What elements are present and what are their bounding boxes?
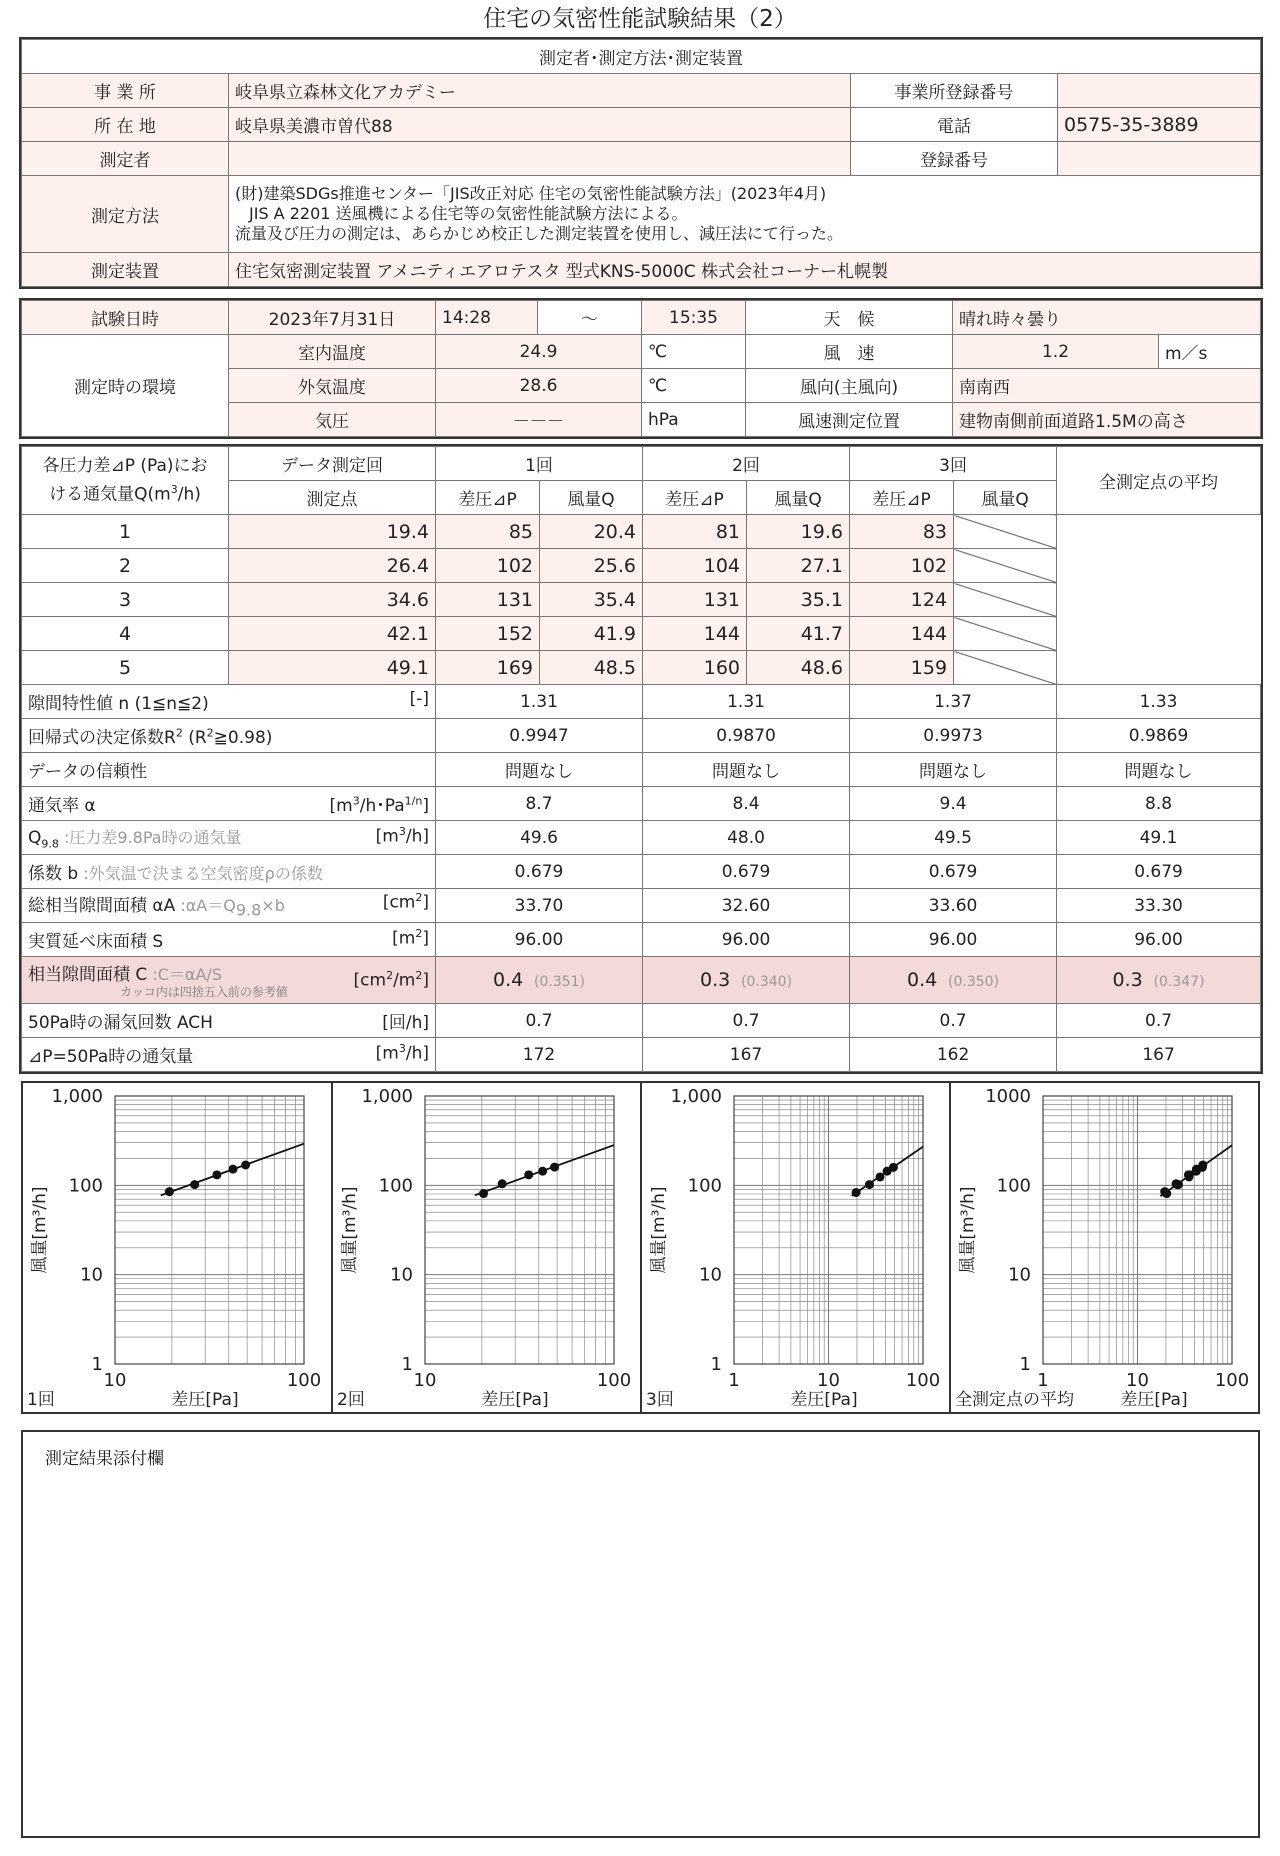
- table-row: [22, 583, 1261, 617]
- dp-1: 34.6: [229, 583, 436, 617]
- ach-value-2: 0.7: [643, 1004, 850, 1038]
- phone-label: 電話: [851, 108, 1058, 142]
- reg-office-value: [1058, 74, 1261, 108]
- x-tick-label: 1: [728, 1370, 740, 1391]
- reg-no-label: 登録番号: [851, 142, 1058, 176]
- table-row: [22, 651, 1261, 685]
- point-no: 4: [22, 617, 229, 651]
- table-row: [22, 617, 1261, 651]
- c-note: :C＝αA/S: [147, 965, 222, 984]
- indoor-temp-label: 室内温度: [229, 335, 436, 369]
- pressure-unit: hPa: [642, 403, 746, 437]
- r2-label-c: ≧0.98): [213, 728, 273, 748]
- table-row: [22, 515, 1261, 549]
- date-label: 試験日時: [22, 301, 229, 335]
- b-value-2: 0.679: [643, 855, 850, 889]
- c-value-3-main: 0.4: [907, 969, 938, 991]
- q50-unit-a: [m: [375, 1043, 399, 1064]
- x-tick-label: 100: [286, 1370, 322, 1391]
- pressure-label: 気圧: [229, 403, 436, 437]
- time-tilde: ～: [538, 301, 642, 335]
- data-point: [479, 1189, 488, 1198]
- dp-2: 35.4: [540, 583, 643, 617]
- y-tick-label: 100: [996, 1175, 1031, 1197]
- y-tick-label: 1: [91, 1354, 103, 1375]
- s-unit-sup: 2: [415, 927, 423, 940]
- test-environment-table: [21, 300, 1261, 437]
- round-3-header: 3回: [850, 447, 1057, 481]
- ach-unit: [回/h]: [382, 1013, 429, 1033]
- q98-label-b: :圧力差9.8Pa時の通気量: [58, 827, 242, 847]
- time-end: 15:35: [642, 301, 746, 335]
- attachment-label: 測定結果添付欄: [45, 1449, 164, 1469]
- q98-row-label: [22, 821, 436, 855]
- reliability-value-2: 問題なし: [643, 753, 850, 787]
- y-tick-label: 1: [710, 1354, 722, 1375]
- average-diagonal-cell: [954, 617, 1057, 651]
- b-note: :外気温で決まる空気密度ρの係数: [78, 864, 323, 883]
- s-row-label: [22, 923, 436, 957]
- point-no: 2: [22, 549, 229, 583]
- dp-2: 41.9: [540, 617, 643, 651]
- round-2-header: 2回: [643, 447, 850, 481]
- data-point: [852, 1188, 861, 1197]
- y-tick-label: 1000: [985, 1086, 1031, 1107]
- y-axis-label: 風量[m³/h]: [30, 1186, 50, 1274]
- dp-3: 41.7: [747, 617, 850, 651]
- c-row-label: [22, 957, 436, 1004]
- indoor-temp-unit: ℃: [642, 335, 746, 369]
- table-row: [22, 549, 1261, 583]
- n-value-3: 1.37: [850, 685, 1057, 719]
- attachment-area: [21, 1430, 1260, 1838]
- wind-speed-label: 風 速: [746, 335, 953, 369]
- data-point: [1161, 1188, 1170, 1197]
- r2-sup-2: 2: [206, 726, 214, 740]
- ach-label: 50Pa時の漏気回数 ACH: [28, 1013, 213, 1033]
- address-value: 岐阜県美濃市曽代88: [229, 108, 851, 142]
- aa-unit-sup: 2: [415, 891, 423, 905]
- q50-value-avg: 167: [1057, 1038, 1261, 1072]
- env-label: 測定時の環境: [22, 335, 229, 437]
- q-2: 104: [643, 549, 747, 583]
- alpha-value-1: 8.7: [436, 787, 643, 821]
- average-header: 全測定点の平均: [1057, 447, 1261, 515]
- dp-3: 27.1: [747, 549, 850, 583]
- average-diagonal-cell: [954, 549, 1057, 583]
- c-value-3: [850, 957, 1057, 1004]
- outdoor-temp-label: 外気温度: [229, 369, 436, 403]
- r2-value-3: 0.9973: [850, 719, 1057, 753]
- aa-row-label: [22, 889, 436, 923]
- flow-label-sup: 3: [170, 483, 178, 497]
- q-3: 83: [850, 515, 954, 549]
- data-point: [865, 1180, 874, 1189]
- y-axis-label: 風量[m³/h]: [340, 1186, 360, 1274]
- s-unit-a: [m: [392, 928, 416, 949]
- data-point: [889, 1163, 898, 1172]
- wind-dir-label: 風向(主風向): [746, 369, 953, 403]
- c-ref-1: (0.351): [534, 974, 586, 990]
- date-value: 2023年7月31日: [229, 301, 436, 335]
- chart-round-2: [331, 1081, 642, 1414]
- x-axis-label: 差圧[Pa]: [171, 1390, 239, 1410]
- ach-value-3: 0.7: [850, 1004, 1057, 1038]
- y-tick-label: 10: [80, 1264, 103, 1286]
- data-point: [524, 1170, 533, 1179]
- plot-frame: [425, 1096, 614, 1364]
- flow-label-line1: 各圧力差⊿P (Pa)にお: [42, 456, 208, 477]
- office-label: 事 業 所: [22, 74, 229, 108]
- n-label: 隙間特性値 n (1≦n≦2): [28, 694, 209, 714]
- q-header-1: 風量Q: [540, 481, 643, 515]
- r2-value-avg: 0.9869: [1057, 719, 1261, 753]
- wind-pos-value: 建物南側前面道路1.5Mの高さ: [953, 403, 1261, 437]
- r2-value-1: 0.9947: [436, 719, 643, 753]
- q-header-2: 風量Q: [747, 481, 850, 515]
- wind-pos-label: 風速測定位置: [746, 403, 953, 437]
- average-diagonal-cell: [954, 651, 1057, 685]
- x-tick-label: 10: [1126, 1370, 1149, 1391]
- average-diagonal-cell: [954, 515, 1057, 549]
- alpha-row-label: [22, 787, 436, 821]
- c-unit-sup2: 2: [415, 969, 423, 982]
- chart-round-3-svg: [642, 1083, 949, 1412]
- alpha-unit-c: ]: [422, 796, 429, 816]
- data-point: [1198, 1163, 1207, 1172]
- weather-label: 天 候: [746, 301, 953, 335]
- s-label: 実質延べ床面積 S: [28, 932, 164, 952]
- c-subnote: カッコ内は四捨五入前の参考値: [120, 985, 288, 999]
- x-tick-label: 10: [413, 1370, 437, 1391]
- q98-unit-b: /h]: [405, 826, 429, 847]
- reg-no-value: [1058, 142, 1261, 176]
- q98-unit-a: [m: [375, 826, 399, 847]
- data-point: [538, 1167, 547, 1176]
- x-axis-label: 差圧[Pa]: [790, 1390, 858, 1410]
- y-tick-label: 100: [687, 1175, 722, 1197]
- s-value-1: 96.00: [436, 923, 643, 957]
- q-2: 160: [643, 651, 747, 685]
- aa-value-2: 32.60: [643, 889, 850, 923]
- section1-header: 測定者･測定方法･測定装置: [22, 40, 1261, 74]
- q50-value-3: 162: [850, 1038, 1057, 1072]
- aa-value-1: 33.70: [436, 889, 643, 923]
- data-point: [212, 1170, 221, 1179]
- round-label: データ測定回: [229, 447, 436, 481]
- alpha-unit-sup2: 1/n: [404, 794, 423, 808]
- c-value-2-main: 0.3: [700, 969, 731, 991]
- method-line2: JIS A 2201 送風機による住宅等の気密性能試験方法による。: [249, 204, 688, 223]
- dp-header-1: 差圧⊿P: [436, 481, 540, 515]
- measurer-value: [229, 142, 851, 176]
- point-no: 3: [22, 583, 229, 617]
- n-value-1: 1.31: [436, 685, 643, 719]
- aa-unit-a: [cm: [382, 892, 416, 913]
- q50-unit-b: /h]: [405, 1043, 429, 1064]
- x-tick-label: 10: [817, 1370, 840, 1391]
- y-tick-label: 1,000: [51, 1086, 103, 1107]
- weather-value: 晴れ時々曇り: [953, 301, 1261, 335]
- q-2: 131: [643, 583, 747, 617]
- chart-round-2-svg: [333, 1083, 640, 1412]
- q-1: 131: [436, 583, 540, 617]
- dp-header-3: 差圧⊿P: [850, 481, 954, 515]
- time-start: 14:28: [436, 301, 538, 335]
- data-point: [165, 1187, 174, 1196]
- x-tick-label: 100: [1214, 1370, 1250, 1391]
- method-line3: 流量及び圧力の測定は、あらかじめ校正した測定装置を使用し、減圧法にて行った。: [235, 224, 844, 243]
- c-label: 相当隙間面積 C: [28, 965, 148, 985]
- y-tick-label: 1: [401, 1354, 413, 1375]
- point-no: 1: [22, 515, 229, 549]
- q98-value-3: 49.5: [850, 821, 1057, 855]
- indoor-temp-value: 24.9: [436, 335, 642, 369]
- q98-value-2: 48.0: [643, 821, 850, 855]
- c-ref-avg: (0.347): [1153, 974, 1205, 990]
- alpha-value-3: 9.4: [850, 787, 1057, 821]
- data-point: [876, 1172, 885, 1181]
- office-value: 岐阜県立森林文化アカデミー: [229, 74, 851, 108]
- x-tick-label: 10: [103, 1370, 127, 1391]
- chart-round-label: 全測定点の平均: [955, 1390, 1074, 1410]
- s-unit-b: ]: [422, 928, 429, 949]
- aa-note-sub: 9.8: [235, 900, 262, 920]
- ach-row-label: [22, 1004, 436, 1038]
- y-tick-label: 1: [1019, 1354, 1031, 1375]
- b-value-1: 0.679: [436, 855, 643, 889]
- alpha-unit-a: [m: [329, 796, 353, 816]
- dp-1: 19.4: [229, 515, 436, 549]
- chart-average-svg: [951, 1083, 1258, 1412]
- dp-3: 35.1: [747, 583, 850, 617]
- average-diagonal-cell: [954, 583, 1057, 617]
- data-point: [1174, 1180, 1183, 1189]
- c-unit-c: ]: [422, 970, 429, 991]
- method-line1: (財)建築SDGs推進センター「JIS改正対応 住宅の気密性能試験方法」(2023年4月): [235, 184, 827, 203]
- pressure-value: －－－: [436, 403, 642, 437]
- y-tick-label: 100: [378, 1175, 413, 1197]
- x-tick-label: 1: [1037, 1370, 1049, 1391]
- device-value: 住宅気密測定装置 アメニティエアロテスタ 型式KNS-5000C 株式会社コーナー札幌製: [229, 253, 1261, 287]
- q-2: 81: [643, 515, 747, 549]
- q50-label: ⊿P=50Pa時の通気量: [28, 1047, 194, 1067]
- data-point: [190, 1180, 199, 1189]
- dp-1: 49.1: [229, 651, 436, 685]
- device-label: 測定装置: [22, 253, 229, 287]
- alpha-value-2: 8.4: [643, 787, 850, 821]
- y-tick-label: 1,000: [670, 1086, 722, 1107]
- reliability-value-1: 問題なし: [436, 753, 643, 787]
- b-value-avg: 0.679: [1057, 855, 1261, 889]
- x-tick-label: 100: [596, 1370, 632, 1391]
- dp-2: 48.5: [540, 651, 643, 685]
- aa-value-avg: 33.30: [1057, 889, 1261, 923]
- data-point: [241, 1160, 250, 1169]
- wind-speed-unit: m／s: [1159, 335, 1261, 369]
- chart-round-1-svg: [23, 1083, 331, 1412]
- c-ref-2: (0.340): [741, 974, 793, 990]
- dp-1: 42.1: [229, 617, 436, 651]
- q-2: 144: [643, 617, 747, 651]
- data-point: [228, 1165, 237, 1174]
- outdoor-temp-value: 28.6: [436, 369, 642, 403]
- c-unit-a: [cm: [353, 970, 387, 991]
- r2-label-a: 回帰式の決定係数R: [28, 728, 176, 748]
- chart-round-3: [640, 1081, 951, 1414]
- point-no: 5: [22, 651, 229, 685]
- q50-unit-sup: 3: [398, 1042, 406, 1055]
- q-3: 144: [850, 617, 954, 651]
- y-tick-label: 10: [1008, 1264, 1031, 1286]
- q98-value-1: 49.6: [436, 821, 643, 855]
- data-point: [550, 1163, 559, 1172]
- round-1-header: 1回: [436, 447, 643, 481]
- aa-label: 総相当隙間面積 αA: [28, 896, 176, 917]
- chart-average: [949, 1081, 1260, 1414]
- outdoor-temp-unit: ℃: [642, 369, 746, 403]
- q-1: 102: [436, 549, 540, 583]
- flow-at-pressure-label: [22, 447, 229, 515]
- method-label: 測定方法: [22, 176, 229, 253]
- address-label: 所 在 地: [22, 108, 229, 142]
- alpha-unit-b: /h･Pa: [359, 796, 405, 816]
- x-axis-label: 差圧[Pa]: [481, 1390, 549, 1410]
- r2-value-2: 0.9870: [643, 719, 850, 753]
- chart-round-label: 3回: [646, 1390, 674, 1410]
- s-value-2: 96.00: [643, 923, 850, 957]
- chart-round-label: 1回: [27, 1390, 55, 1410]
- dp-3: 19.6: [747, 515, 850, 549]
- aa-note-b: ×b: [261, 896, 285, 916]
- alpha-unit-sup1: 3: [352, 794, 360, 808]
- q-3: 102: [850, 549, 954, 583]
- reliability-value-avg: 問題なし: [1057, 753, 1261, 787]
- page-title: 住宅の気密性能試験結果（2）: [483, 6, 797, 32]
- q-1: 85: [436, 515, 540, 549]
- q98-label-a: Q: [28, 827, 42, 848]
- b-value-3: 0.679: [850, 855, 1057, 889]
- point-label: 測定点: [229, 481, 436, 515]
- reg-office-label: 事業所登録番号: [851, 74, 1058, 108]
- b-label: 係数 b: [28, 864, 79, 884]
- measurement-data-table: [21, 446, 1261, 1072]
- q-3: 159: [850, 651, 954, 685]
- c-value-1: [436, 957, 643, 1004]
- q50-row-label: [22, 1038, 436, 1072]
- chart-round-label: 2回: [337, 1390, 365, 1410]
- method-value: [229, 176, 1261, 253]
- measurer-method-table: [21, 39, 1261, 287]
- x-tick-label: 100: [905, 1370, 941, 1391]
- q-3: 124: [850, 583, 954, 617]
- c-value-2: [643, 957, 850, 1004]
- y-tick-label: 10: [390, 1264, 413, 1286]
- s-value-3: 96.00: [850, 923, 1057, 957]
- y-tick-label: 10: [699, 1264, 722, 1286]
- aa-value-3: 33.60: [850, 889, 1057, 923]
- dp-2: 20.4: [540, 515, 643, 549]
- wind-dir-value: 南南西: [953, 369, 1261, 403]
- reliability-value-3: 問題なし: [850, 753, 1057, 787]
- c-value-avg-main: 0.3: [1112, 969, 1143, 991]
- c-ref-3: (0.350): [948, 974, 1000, 990]
- r2-row-label: [22, 719, 436, 753]
- measurer-label: 測定者: [22, 142, 229, 176]
- dp-header-2: 差圧⊿P: [643, 481, 747, 515]
- q50-value-2: 167: [643, 1038, 850, 1072]
- q-1: 152: [436, 617, 540, 651]
- ach-value-avg: 0.7: [1057, 1004, 1261, 1038]
- r2-sup-1: 2: [175, 726, 183, 740]
- n-value-avg: 1.33: [1057, 685, 1261, 719]
- n-unit: [-]: [409, 689, 429, 709]
- data-point: [1185, 1172, 1194, 1181]
- reliability-label: データの信頼性: [22, 753, 436, 787]
- flow-label-line2b: /h): [177, 484, 201, 505]
- dp-2: 25.6: [540, 549, 643, 583]
- alpha-value-avg: 8.8: [1057, 787, 1261, 821]
- r2-label-b: (R: [182, 728, 207, 748]
- chart-round-1: [21, 1081, 333, 1414]
- y-tick-label: 1,000: [361, 1086, 413, 1107]
- q98-value-avg: 49.1: [1057, 821, 1261, 855]
- flow-label-line2: ける通気量Q(m: [49, 484, 171, 505]
- q-header-3: 風量Q: [954, 481, 1057, 515]
- s-value-avg: 96.00: [1057, 923, 1261, 957]
- phone-value: 0575-35-3889: [1058, 108, 1261, 142]
- aa-unit-b: ]: [422, 892, 429, 913]
- c-unit-b: /m: [393, 970, 416, 991]
- aa-note-a: :αA＝Q: [175, 896, 236, 916]
- c-value-avg: [1057, 957, 1261, 1004]
- dp-3: 48.6: [747, 651, 850, 685]
- data-point: [498, 1179, 507, 1188]
- q-1: 169: [436, 651, 540, 685]
- q50-value-1: 172: [436, 1038, 643, 1072]
- wind-speed-value: 1.2: [953, 335, 1159, 369]
- q98-label-sub: 9.8: [41, 837, 59, 851]
- n-value-2: 1.31: [643, 685, 850, 719]
- n-row-label: [22, 685, 436, 719]
- b-row-label: [22, 855, 436, 889]
- alpha-label: 通気率 α: [28, 796, 96, 816]
- q98-unit-sup: 3: [398, 824, 406, 838]
- x-axis-label: 差圧[Pa]: [1120, 1390, 1188, 1410]
- y-axis-label: 風量[m³/h]: [958, 1186, 978, 1274]
- c-value-1-main: 0.4: [492, 969, 524, 991]
- c-unit-sup1: 2: [386, 969, 394, 982]
- y-axis-label: 風量[m³/h]: [649, 1186, 669, 1274]
- ach-value-1: 0.7: [436, 1004, 643, 1038]
- dp-1: 26.4: [229, 549, 436, 583]
- y-tick-label: 100: [68, 1175, 103, 1197]
- plot-frame: [115, 1096, 304, 1364]
